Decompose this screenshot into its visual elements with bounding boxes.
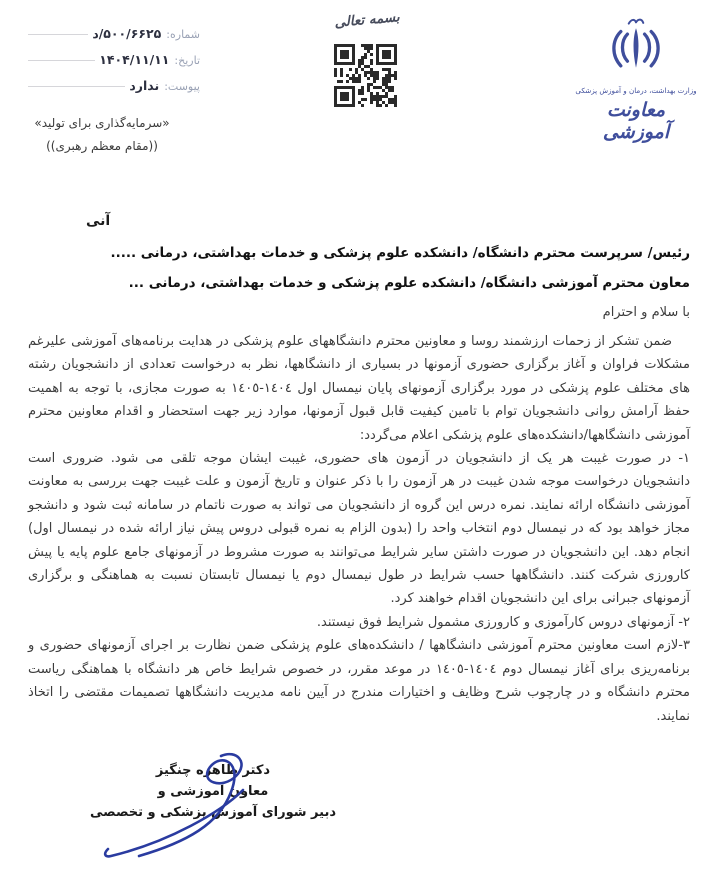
header-fields [28, 26, 200, 104]
intro-paragraph: ضمن تشکر از زحمات ارزشمند روسا و معاونین محترم دانشگاههای علوم پزشکی در هدایت برنامه‌های آموزشی علیرغم مشکلات فراوان و آغاز برگزاری حضوری آزمونها در بسیاری از دانشگاهها، نظر به درخواست تعدادی از دانشجویان رشته های مختلف علوم پزشکی در مورد برگزاری آزمونهای پایان نیمسال اول ١٤٠٤-١٤٠٥ به صورت مجازی، با توجه به اهمیت حفظ آرامش روانی دانشجویان توام با تامین کیفیت قابل قبول آزمونها، موارد زیر جهت استحضار و اقدام معاونین محترم آموزشی دانشگاهها/دانشکده‌های علوم پزشکی اعلام می‌گردد: [28, 334, 690, 443]
urgency-stamp: آنی [86, 213, 111, 229]
salutation: با سلام و احترام [602, 305, 690, 320]
attachment-label: پیوست: [164, 80, 200, 93]
rule-line [28, 34, 88, 35]
ministry-name: وزارت بهداشت، درمان و آموزش پزشکی [575, 86, 697, 95]
year-slogan [12, 112, 192, 158]
signer-title-1: معاون آموزشی و [157, 784, 269, 799]
field-date [28, 52, 200, 78]
slogan-text: «سرمایه‌گذاری برای تولید» [34, 116, 170, 130]
attachment-value: ندارد [129, 78, 160, 93]
iran-emblem-icon [603, 12, 669, 84]
field-attachment [28, 78, 200, 104]
department-name: معاونت آموزشی [602, 99, 670, 143]
item-2-paragraph: ۲- آزمونهای دروس کارآموزی و کارورزی مشمول شرایط فوق نیستند. [316, 614, 690, 630]
recipient-line-1: رئیس/ سرپرست محترم دانشگاه/ دانشکده علوم پزشکی و خدمات بهداشتی، درمانی ..... [110, 245, 690, 261]
recipient-line-2: معاون محترم آموزشی دانشگاه/ دانشکده علوم پزشکی و خدمات بهداشتی، درمانی ... [128, 275, 690, 291]
signer-title-2: دبیر شورای آموزش پزشکی و تخصصی [89, 805, 336, 820]
number-label: شماره: [166, 28, 200, 41]
item-3-paragraph: ۳-لازم است معاونین محترم آموزشی دانشگاهها / دانشکده‌های علوم پزشکی ضمن نظارت بر اجرای آزمونهای حضوری و برنامه‌ریزی برای آغاز نیمسال دوم ١٤٠٤-١٤٠٥ در موعد مقرر، در خصوص شرایط خاص هر دانشگاه با هماهنگی ریاست محترم دانشگاه و در چارچوب شرح وظایف و اختیارات مندرج در آیین نامه مدیریت دانشگاهها تصمیمات مقتضی را اتخاذ نمایند. [28, 638, 690, 724]
letter-body [28, 330, 690, 728]
number-value: ۵۰۰/۶۶۲۵/د [92, 26, 162, 41]
field-number [28, 26, 200, 52]
besmele-text: بسمه تعالی [333, 9, 401, 31]
slogan-attribution: ((مقام معظم رهبری)) [46, 139, 158, 153]
date-label: تاریخ: [174, 54, 200, 67]
letterhead-brand [572, 12, 700, 143]
rule-line [28, 86, 125, 87]
rule-line [28, 60, 95, 61]
qr-code [334, 44, 397, 107]
signature-block [88, 760, 338, 823]
recipients [30, 238, 690, 298]
qr-code-image [334, 44, 397, 107]
date-value: ۱۴۰۴/۱۱/۱۱ [99, 52, 170, 67]
item-1-paragraph: ۱- در صورت غیبت هر یک از دانشجویان در آزمون های حضوری، غیبت ایشان موجه تلقی می شود. ضروری است دانشجویان درخواست موجه شدن غیبت در هر آزمون را با ذکر عنوان و تاریخ آزمون و علت غیبت جهت بررسی به معاونت آموزشی دانشگاه ارائه نمایند. نمره درس این گروه از دانشجویان می تواند به صورت ناتمام در سامانه ثبت شود و دانشجو مجاز خواهد بود که در نیمسال دوم انتخاب واحد را (بدون الزام به نمره قبولی دروس پیش نیاز ارائه شده در نیمسال اول) انجام دهد. این دانشجویان در صورت داشتن سایر شرایط می‌توانند به صورت مشروط در آزمونهای جامع علوم پایه یا پیش کارورزی شرکت کنند. دانشگاهها حسب شرایط در طول نیمسال دوم یا نیمسال تابستان نسبت به هماهنگی و برگزاری آزمونهای جبرانی برای این دانشجویان اقدام خواهند کرد. [28, 451, 690, 607]
signer-name: دکتر طاهره چنگیز [155, 763, 271, 778]
